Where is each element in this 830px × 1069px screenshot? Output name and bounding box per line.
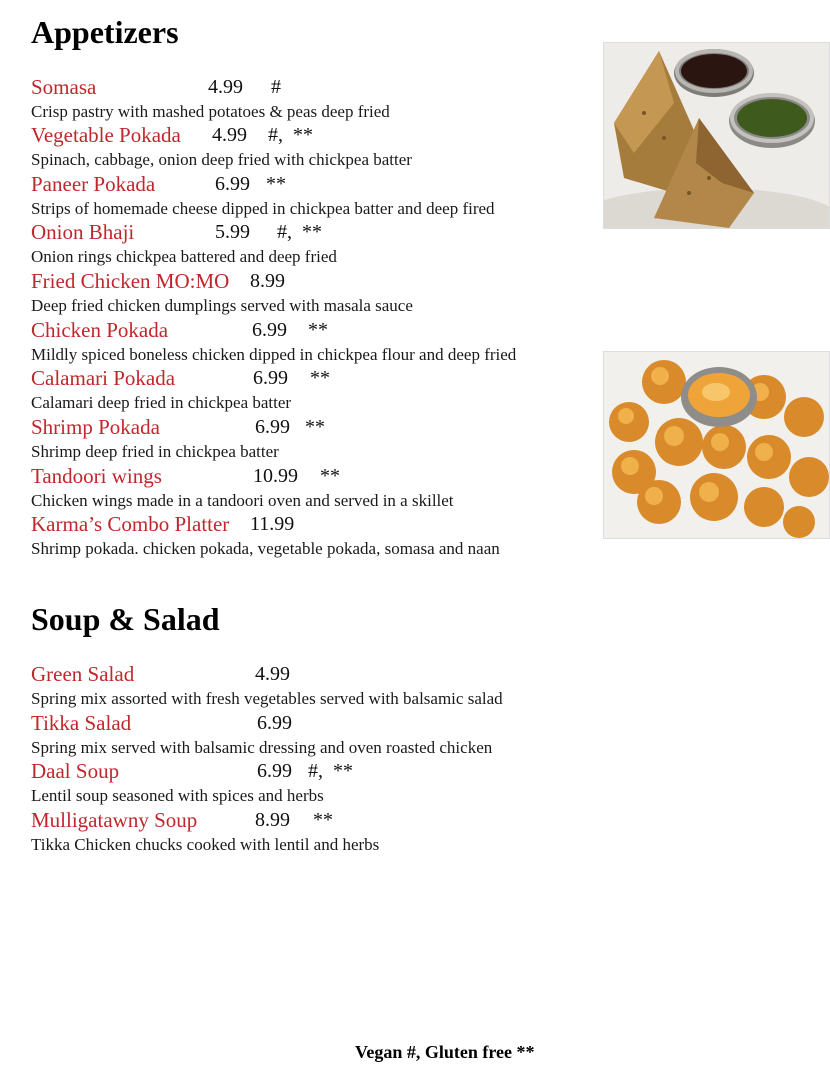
item-description: Deep fried chicken dumplings served with masala sauce (31, 296, 413, 315)
dietary-legend: Vegan #, Gluten free ** (355, 1042, 535, 1062)
menu-item-chicken-pokada (31, 318, 601, 366)
item-price: 6.99 (215, 173, 250, 195)
item-name: Fried Chicken MO:MO (31, 269, 230, 293)
item-description: Crisp pastry with mashed potatoes & peas deep fried (31, 102, 390, 121)
item-diet-marks: ** (320, 465, 340, 487)
item-diet-marks: ** (313, 809, 333, 831)
item-diet-marks: ** (308, 319, 328, 341)
item-diet-marks: #, ** (308, 760, 353, 782)
item-price: 8.99 (255, 809, 290, 831)
menu-item-somasa (31, 75, 601, 123)
item-diet-marks: #, ** (268, 124, 313, 146)
item-description: Spring mix assorted with fresh vegetables served with balsamic salad (31, 689, 503, 708)
item-price: 5.99 (215, 221, 250, 243)
item-name: Chicken Pokada (31, 318, 169, 342)
menu-item-paneer-pokada (31, 172, 601, 220)
item-name: Vegetable Pokada (31, 123, 181, 147)
item-description: Lentil soup seasoned with spices and herbs (31, 786, 324, 805)
item-description: Strips of homemade cheese dipped in chickpea batter and deep fired (31, 199, 495, 218)
item-name: Somasa (31, 75, 97, 99)
item-description: Calamari deep fried in chickpea batter (31, 393, 292, 412)
item-price: 6.99 (257, 760, 292, 782)
soup-salad-heading: Soup & Salad (31, 601, 220, 637)
item-diet-marks: ** (266, 173, 286, 195)
shrimp-pokada-photo (603, 351, 830, 539)
menu-item-onion-bhaji (31, 220, 601, 268)
item-price: 11.99 (250, 513, 295, 535)
somasa-photo (603, 42, 830, 229)
item-description: Onion rings chickpea battered and deep fried (31, 247, 337, 266)
item-name: Paneer Pokada (31, 172, 156, 196)
item-price: 4.99 (212, 124, 247, 146)
item-description: Spinach, cabbage, onion deep fried with chickpea batter (31, 150, 412, 169)
item-name: Green Salad (31, 662, 135, 686)
item-price: 6.99 (253, 367, 288, 389)
item-description: Tikka Chicken chucks cooked with lentil and herbs (31, 835, 380, 854)
item-diet-marks: ** (305, 416, 325, 438)
item-name: Mulligatawny Soup (31, 808, 198, 832)
menu-item-daal-soup (31, 759, 601, 807)
item-description: Mildly spiced boneless chicken dipped in chickpea flour and deep fried (31, 345, 517, 364)
item-name: Calamari Pokada (31, 366, 176, 390)
item-diet-marks: # (271, 76, 281, 98)
appetizers-heading: Appetizers (31, 14, 179, 50)
menu-item-shrimp-pokada (31, 415, 601, 463)
item-price: 4.99 (255, 663, 290, 685)
item-name: Karma’s Combo Platter (31, 512, 230, 536)
menu-item-vegetable-pokada (31, 123, 601, 171)
item-description: Shrimp deep fried in chickpea batter (31, 442, 279, 461)
item-description: Chicken wings made in a tandoori oven and served in a skillet (31, 491, 454, 510)
item-name: Tikka Salad (31, 711, 132, 735)
menu-item-combo-platter (31, 512, 601, 560)
item-name: Onion Bhaji (31, 220, 135, 244)
item-name: Tandoori wings (31, 464, 162, 488)
menu-item-green-salad (31, 662, 601, 710)
menu-item-mulligatawny-soup (31, 808, 601, 856)
item-description: Shrimp pokada. chicken pokada, vegetable pokada, somasa and naan (31, 539, 500, 558)
menu-item-fried-chicken-momo (31, 269, 601, 317)
item-diet-marks: #, ** (277, 221, 322, 243)
menu-item-calamari-pokada (31, 366, 601, 414)
item-price: 6.99 (257, 712, 292, 734)
item-name: Daal Soup (31, 759, 120, 783)
menu-item-tandoori-wings (31, 464, 601, 512)
menu-item-tikka-salad (31, 711, 601, 759)
item-price: 10.99 (253, 465, 298, 487)
item-description: Spring mix served with balsamic dressing and oven roasted chicken (31, 738, 493, 757)
item-price: 6.99 (255, 416, 290, 438)
item-diet-marks: ** (310, 367, 330, 389)
item-price: 8.99 (250, 270, 285, 292)
item-price: 4.99 (208, 76, 243, 98)
item-name: Shrimp Pokada (31, 415, 160, 439)
item-price: 6.99 (252, 319, 287, 341)
